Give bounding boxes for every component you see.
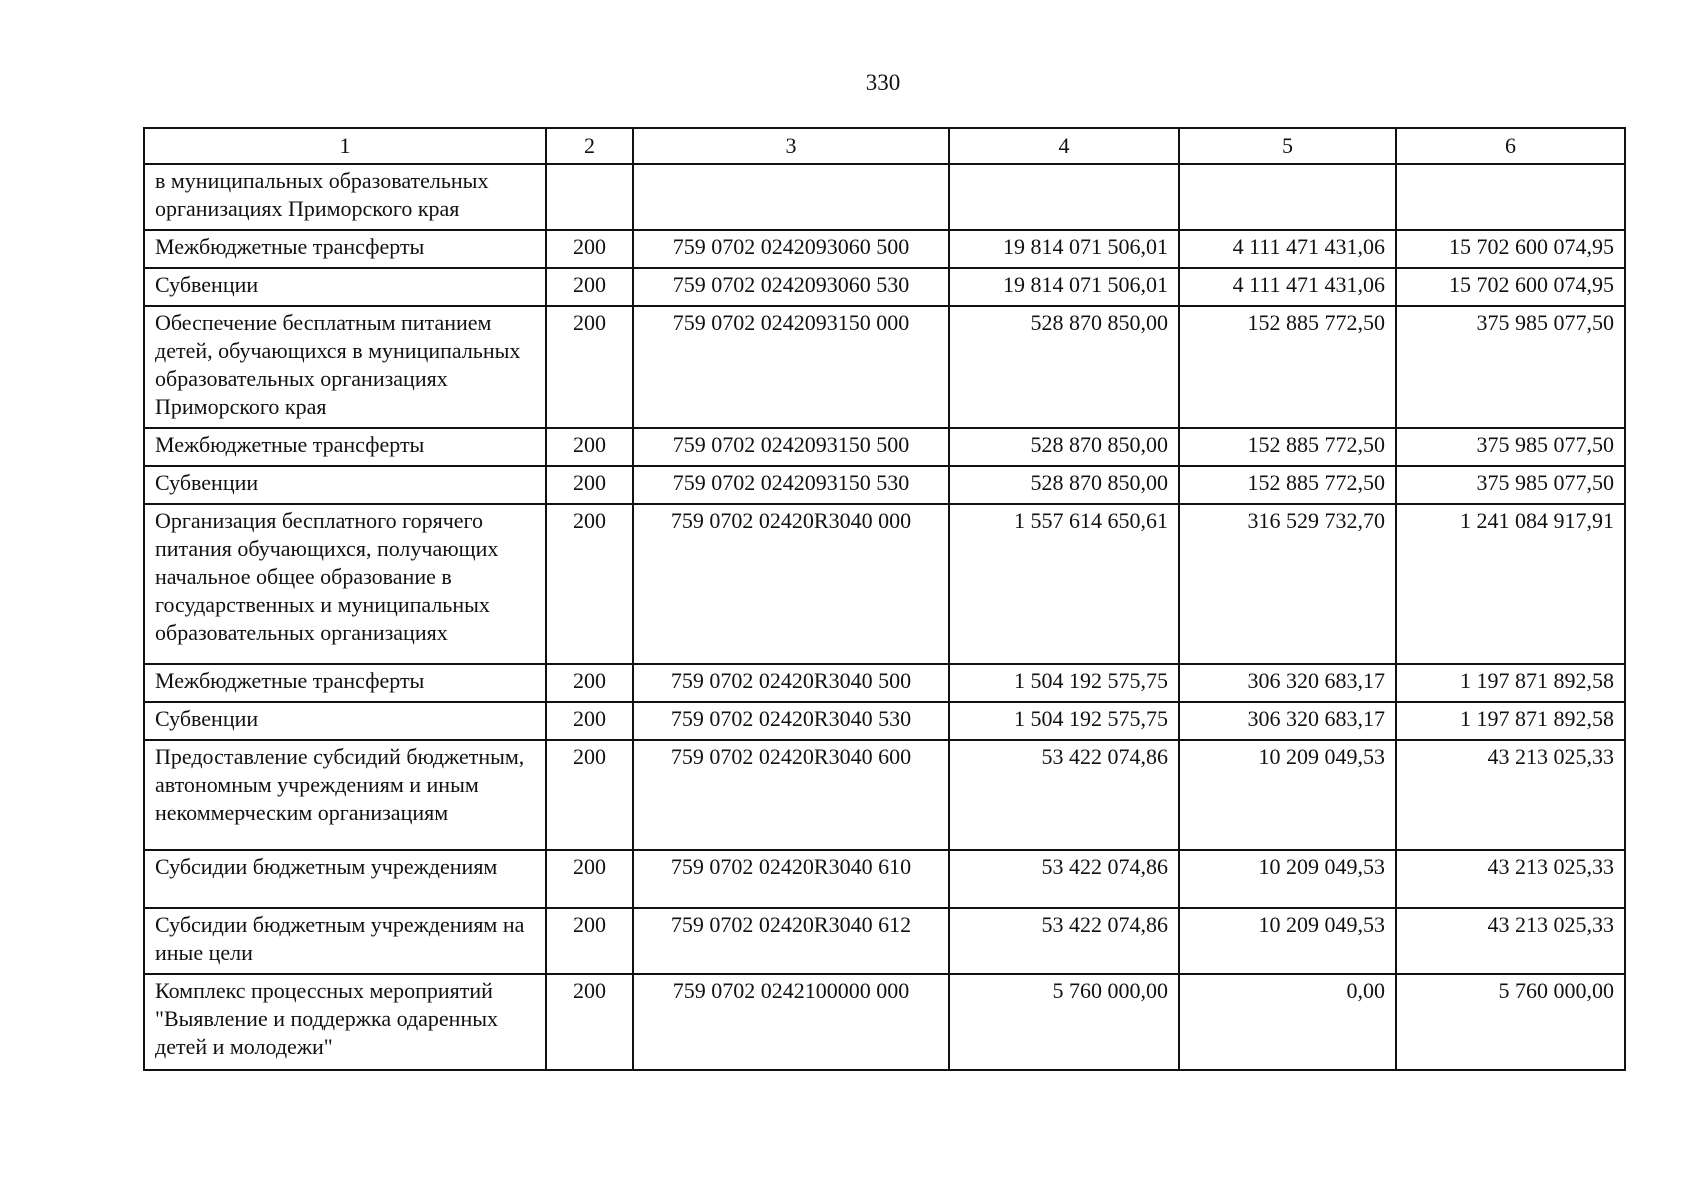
row-kbk-cell: 759 0702 02420R3040 612	[633, 908, 949, 974]
row-value-6-cell: 1 197 871 892,58	[1396, 664, 1625, 702]
column-header: 2	[546, 128, 633, 164]
row-value-5-cell: 152 885 772,50	[1179, 306, 1396, 428]
row-value-4-cell: 528 870 850,00	[949, 466, 1179, 504]
row-kbk-cell: 759 0702 02420R3040 530	[633, 702, 949, 740]
row-value-6-cell: 43 213 025,33	[1396, 850, 1625, 908]
row-name-cell: Субвенции	[144, 702, 546, 740]
page-number: 330	[865, 70, 901, 95]
row-value-6-cell: 5 760 000,00	[1396, 974, 1625, 1070]
table-row	[144, 466, 1625, 504]
row-kbk-cell: 759 0702 0242093060 500	[633, 230, 949, 268]
row-name-cell: Предоставление субсидий бюджетным, автономным учреждениям и иным некоммерческим организациям	[144, 740, 546, 850]
row-value-4-cell: 1 504 192 575,75	[949, 664, 1179, 702]
row-name-cell: Субсидии бюджетным учреждениям	[144, 850, 546, 908]
row-value-4-cell: 528 870 850,00	[949, 306, 1179, 428]
row-value-6-cell	[1396, 164, 1625, 230]
row-kbk-cell	[633, 164, 949, 230]
row-value-5-cell: 10 209 049,53	[1179, 740, 1396, 850]
row-name-cell: в муниципальных образовательных организациях Приморского края	[144, 164, 546, 230]
table-row	[144, 428, 1625, 466]
row-value-6-cell: 375 985 077,50	[1396, 306, 1625, 428]
table-row	[144, 164, 1625, 230]
table-row	[144, 664, 1625, 702]
table-header-row	[144, 128, 1625, 164]
row-value-4-cell: 1 504 192 575,75	[949, 702, 1179, 740]
row-value-5-cell: 4 111 471 431,06	[1179, 230, 1396, 268]
row-name-cell: Межбюджетные трансферты	[144, 428, 546, 466]
row-code-cell: 200	[546, 268, 633, 306]
row-kbk-cell: 759 0702 02420R3040 600	[633, 740, 949, 850]
row-value-6-cell: 15 702 600 074,95	[1396, 268, 1625, 306]
budget-table	[143, 127, 1626, 1071]
row-code-cell: 200	[546, 850, 633, 908]
row-kbk-cell: 759 0702 02420R3040 610	[633, 850, 949, 908]
row-name-cell: Субвенции	[144, 268, 546, 306]
row-value-6-cell: 15 702 600 074,95	[1396, 230, 1625, 268]
row-value-6-cell: 375 985 077,50	[1396, 428, 1625, 466]
row-code-cell	[546, 164, 633, 230]
table-row	[144, 850, 1625, 908]
row-value-4-cell: 53 422 074,86	[949, 850, 1179, 908]
row-value-5-cell: 152 885 772,50	[1179, 466, 1396, 504]
row-value-5-cell: 316 529 732,70	[1179, 504, 1396, 664]
row-value-5-cell: 306 320 683,17	[1179, 664, 1396, 702]
row-code-cell: 200	[546, 974, 633, 1070]
row-kbk-cell: 759 0702 0242093150 530	[633, 466, 949, 504]
row-value-4-cell: 19 814 071 506,01	[949, 268, 1179, 306]
row-value-6-cell: 43 213 025,33	[1396, 740, 1625, 850]
table-row	[144, 306, 1625, 428]
row-code-cell: 200	[546, 908, 633, 974]
column-header: 1	[144, 128, 546, 164]
row-value-4-cell: 19 814 071 506,01	[949, 230, 1179, 268]
row-name-cell: Субвенции	[144, 466, 546, 504]
row-code-cell: 200	[546, 230, 633, 268]
row-name-cell: Межбюджетные трансферты	[144, 230, 546, 268]
row-kbk-cell: 759 0702 0242093150 500	[633, 428, 949, 466]
row-code-cell: 200	[546, 740, 633, 850]
row-value-5-cell: 10 209 049,53	[1179, 908, 1396, 974]
row-code-cell: 200	[546, 504, 633, 664]
row-code-cell: 200	[546, 466, 633, 504]
row-name-cell: Организация бесплатного горячего питания обучающихся, получающих начальное общее образование в государственных и муниципальных образовательных организациях	[144, 504, 546, 664]
row-value-6-cell: 43 213 025,33	[1396, 908, 1625, 974]
row-value-6-cell: 1 197 871 892,58	[1396, 702, 1625, 740]
row-value-4-cell: 5 760 000,00	[949, 974, 1179, 1070]
row-value-4-cell: 53 422 074,86	[949, 740, 1179, 850]
row-name-cell: Субсидии бюджетным учреждениям на иные цели	[144, 908, 546, 974]
row-value-4-cell: 53 422 074,86	[949, 908, 1179, 974]
column-header: 5	[1179, 128, 1396, 164]
row-value-4-cell: 528 870 850,00	[949, 428, 1179, 466]
row-code-cell: 200	[546, 428, 633, 466]
table-row	[144, 908, 1625, 974]
column-header: 4	[949, 128, 1179, 164]
row-value-4-cell: 1 557 614 650,61	[949, 504, 1179, 664]
row-value-5-cell	[1179, 164, 1396, 230]
row-kbk-cell: 759 0702 02420R3040 000	[633, 504, 949, 664]
row-code-cell: 200	[546, 306, 633, 428]
row-value-5-cell: 10 209 049,53	[1179, 850, 1396, 908]
row-kbk-cell: 759 0702 0242100000 000	[633, 974, 949, 1070]
column-header: 3	[633, 128, 949, 164]
table-row	[144, 740, 1625, 850]
row-value-5-cell: 4 111 471 431,06	[1179, 268, 1396, 306]
row-name-cell: Обеспечение бесплатным питанием детей, обучающихся в муниципальных образовательных организациях Приморского края	[144, 306, 546, 428]
row-code-cell: 200	[546, 702, 633, 740]
table-row	[144, 504, 1625, 664]
row-name-cell: Комплекс процессных мероприятий "Выявление и поддержка одаренных детей и молодежи"	[144, 974, 546, 1070]
table-row	[144, 268, 1625, 306]
row-kbk-cell: 759 0702 0242093060 530	[633, 268, 949, 306]
row-kbk-cell: 759 0702 02420R3040 500	[633, 664, 949, 702]
table-row	[144, 702, 1625, 740]
row-value-5-cell: 0,00	[1179, 974, 1396, 1070]
row-value-6-cell: 1 241 084 917,91	[1396, 504, 1625, 664]
row-value-4-cell	[949, 164, 1179, 230]
row-value-5-cell: 152 885 772,50	[1179, 428, 1396, 466]
row-kbk-cell: 759 0702 0242093150 000	[633, 306, 949, 428]
row-value-5-cell: 306 320 683,17	[1179, 702, 1396, 740]
row-value-6-cell: 375 985 077,50	[1396, 466, 1625, 504]
row-name-cell: Межбюджетные трансферты	[144, 664, 546, 702]
table-row	[144, 230, 1625, 268]
row-code-cell: 200	[546, 664, 633, 702]
column-header: 6	[1396, 128, 1625, 164]
table-row	[144, 974, 1625, 1070]
